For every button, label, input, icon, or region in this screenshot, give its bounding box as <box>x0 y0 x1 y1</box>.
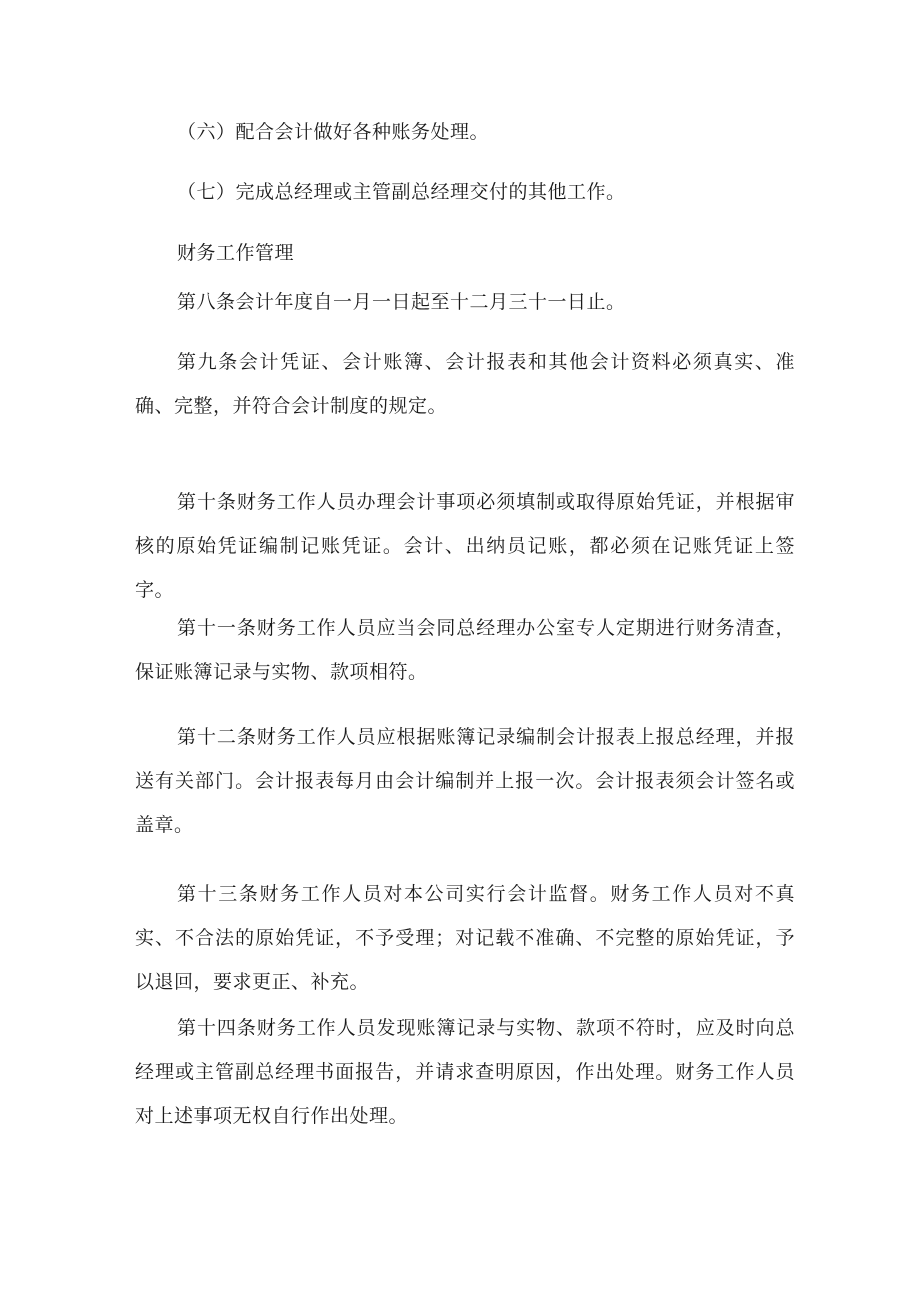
article-13: 第十三条财务工作人员对本公司实行会计监督。财务工作人员对不真实、不合法的原始凭证，不予受理；对记载不准确、不完整的原始凭证，予以退回，要求更正、补充。 <box>135 883 795 993</box>
article-10: 第十条财务工作人员办理会计事项必须填制或取得原始凭证，并根据审核的原始凭证编制记账凭证。会计、出纳员记账，都必须在记账凭证上签字。 <box>135 491 795 601</box>
article-12: 第十二条财务工作人员应根据账簿记录编制会计报表上报总经理，并报送有关部门。会计报表每月由会计编制并上报一次。会计报表须会计签名或盖章。 <box>135 726 795 836</box>
article-11: 第十一条财务工作人员应当会同总经理办公室专人定期进行财务清查，保证账簿记录与实物、款项相符。 <box>135 617 795 683</box>
article-14: 第十四条财务工作人员发现账簿记录与实物、款项不符时，应及时向总经理或主管副总经理书面报告，并请求查明原因，作出处理。财务工作人员对上述事项无权自行作出处理。 <box>135 1017 795 1127</box>
article-8: 第八条会计年度自一月一日起至十二月三十一日止。 <box>177 291 626 313</box>
section-heading: 财务工作管理 <box>177 242 295 264</box>
list-item-6: （六）配合会计做好各种账务处理。 <box>177 121 490 143</box>
article-9: 第九条会计凭证、会计账簿、会计报表和其他会计资料必须真实、准确、完整，并符合会计制度的规定。 <box>135 351 795 417</box>
list-item-7: （七）完成总经理或主管副总经理交付的其他工作。 <box>177 181 626 203</box>
